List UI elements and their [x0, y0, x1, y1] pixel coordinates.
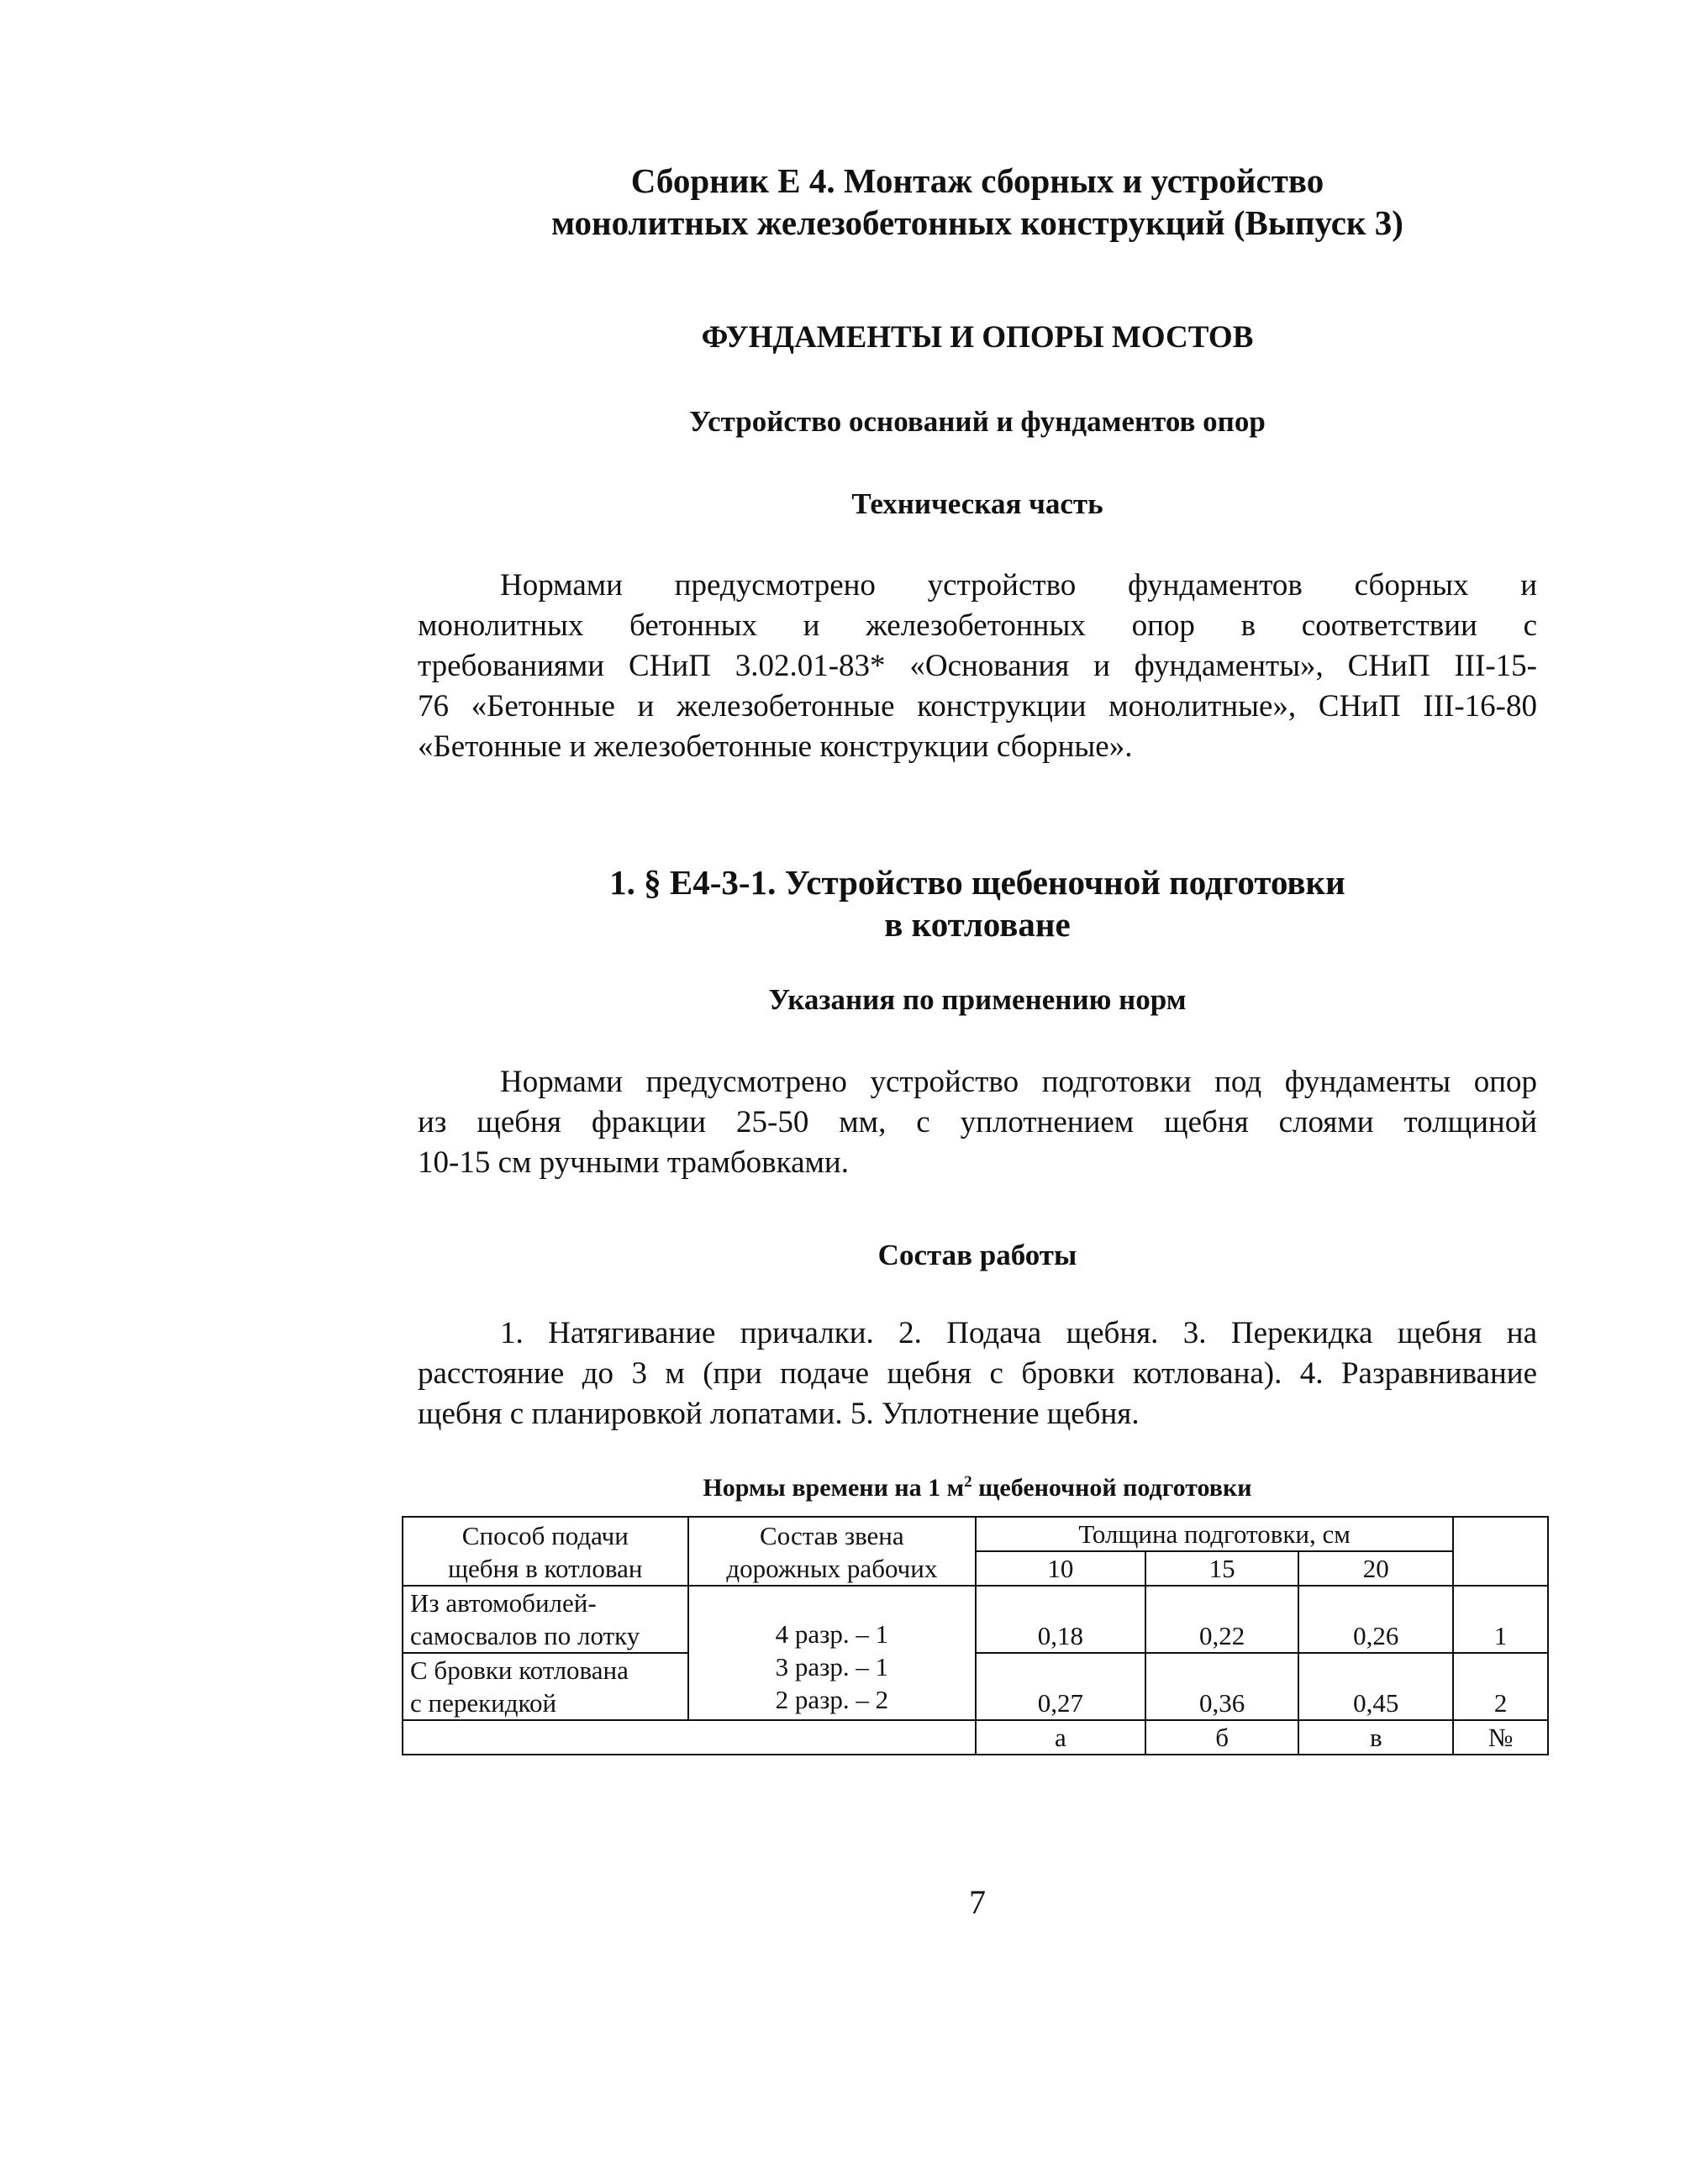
crew-line2: 3 разр. – 1: [775, 1652, 889, 1681]
header-method-line1: Способ подачи: [461, 1521, 629, 1550]
value-cell: 0,36: [1145, 1653, 1299, 1720]
row-method-line1: Из автомобилей-: [410, 1588, 597, 1618]
tech-part-line: 76 «Бетонные и железобетонные конструкции монолитные», СНиП III-16-80: [418, 689, 1537, 724]
row-number: 2: [1453, 1653, 1548, 1720]
section-heading: ФУНДАМЕНТЫ И ОПОРЫ МОСТОВ: [701, 320, 1254, 355]
work-line: 1. Натягивание причалки. 2. Подача щебня. 3. Перекидка щебня на: [500, 1316, 1537, 1350]
value-cell: 0,27: [976, 1653, 1145, 1720]
crew-line1: 4 разр. – 1: [775, 1619, 889, 1649]
column-letter: а: [976, 1720, 1145, 1755]
header-crew-line2: дорожных рабочих: [726, 1554, 938, 1583]
row-method-line2: самосвалов по лотку: [410, 1621, 640, 1650]
table-header-row: [403, 1517, 1548, 1551]
table-caption-sup: 2: [964, 1473, 972, 1491]
table-caption: [418, 1466, 1537, 1505]
tech-part-line: «Бетонные и железобетонные конструкции сборные».: [418, 729, 1133, 764]
header-thickness-20: 20: [1298, 1551, 1453, 1586]
paragraph-title: [418, 861, 1537, 945]
page-number: 7: [969, 1883, 986, 1921]
column-letter: б: [1145, 1720, 1299, 1755]
work-composition-heading: Состав работы: [877, 1239, 1077, 1271]
table-footer-row: [403, 1720, 1548, 1755]
value-cell: 0,18: [976, 1586, 1145, 1653]
row-method: [403, 1653, 688, 1720]
work-line: щебня с планировкой лопатами. 5. Уплотнение щебня.: [418, 1397, 1140, 1431]
collection-title-line1: Сборник Е 4. Монтаж сборных и устройство: [630, 161, 1324, 200]
instructions-paragraph: [418, 1062, 1537, 1183]
header-crew-line1: Состав звена: [760, 1521, 904, 1550]
tech-part-paragraph: [418, 566, 1537, 767]
footer-blank: [403, 1720, 976, 1755]
row-number: 1: [1453, 1586, 1548, 1653]
row-method-line1: С бровки котлована: [410, 1655, 629, 1685]
collection-title-line2: монолитных железобетонных конструкций (Выпуск 3): [551, 203, 1403, 242]
header-thickness: Толщина подготовки, см: [976, 1517, 1453, 1551]
tech-part-line: требованиями СНиП 3.02.01-83* «Основания и фундаменты», СНиП III-15-: [418, 649, 1537, 683]
header-thickness-15: 15: [1145, 1551, 1299, 1586]
work-composition-paragraph: [418, 1313, 1537, 1434]
work-line: расстояние до 3 м (при подаче щебня с бровки котлована). 4. Разравнивание: [418, 1356, 1537, 1391]
tech-part-heading: Техническая часть: [851, 487, 1103, 520]
header-method-line2: щебня в котлован: [448, 1554, 643, 1583]
crew-line3: 2 разр. – 2: [775, 1685, 889, 1714]
instructions-line: из щебня фракции 25-50 мм, с уплотнением щебня слоями толщиной: [418, 1105, 1537, 1139]
crew-composition: [688, 1586, 976, 1720]
instructions-heading: Указания по применению норм: [768, 983, 1187, 1016]
value-cell: 0,22: [1145, 1586, 1299, 1653]
header-crew: [688, 1517, 976, 1586]
header-method: [403, 1517, 688, 1586]
table-caption-text-end: щебеночной подготовки: [971, 1474, 1252, 1502]
table-row: [403, 1586, 1548, 1653]
section-subheading: Устройство оснований и фундаментов опор: [689, 405, 1266, 438]
row-method-line2: с перекидкой: [410, 1688, 557, 1718]
value-cell: 0,45: [1298, 1653, 1453, 1720]
value-cell: 0,26: [1298, 1586, 1453, 1653]
column-letter: в: [1298, 1720, 1453, 1755]
paragraph-title-line2: в котловане: [884, 905, 1071, 944]
instructions-line: Нормами предусмотрено устройство подготовки под фундаменты опор: [500, 1065, 1537, 1099]
norms-table: [402, 1516, 1549, 1755]
row-method: [403, 1586, 688, 1653]
table-caption-text: Нормы времени на 1 м: [703, 1474, 965, 1502]
table-row: [403, 1653, 1548, 1720]
tech-part-line: Нормами предусмотрено устройство фундаментов сборных и: [500, 568, 1537, 603]
paragraph-title-line1: 1. § Е4-3-1. Устройство щебеночной подготовки: [609, 863, 1345, 902]
tech-part-line: монолитных бетонных и железобетонных опор в соответствии с: [418, 608, 1537, 643]
header-number-blank: [1453, 1517, 1548, 1586]
instructions-line: 10-15 см ручными трамбовками.: [418, 1145, 849, 1180]
header-thickness-10: 10: [976, 1551, 1145, 1586]
collection-title: [418, 160, 1537, 244]
column-number-sign: №: [1453, 1720, 1548, 1755]
